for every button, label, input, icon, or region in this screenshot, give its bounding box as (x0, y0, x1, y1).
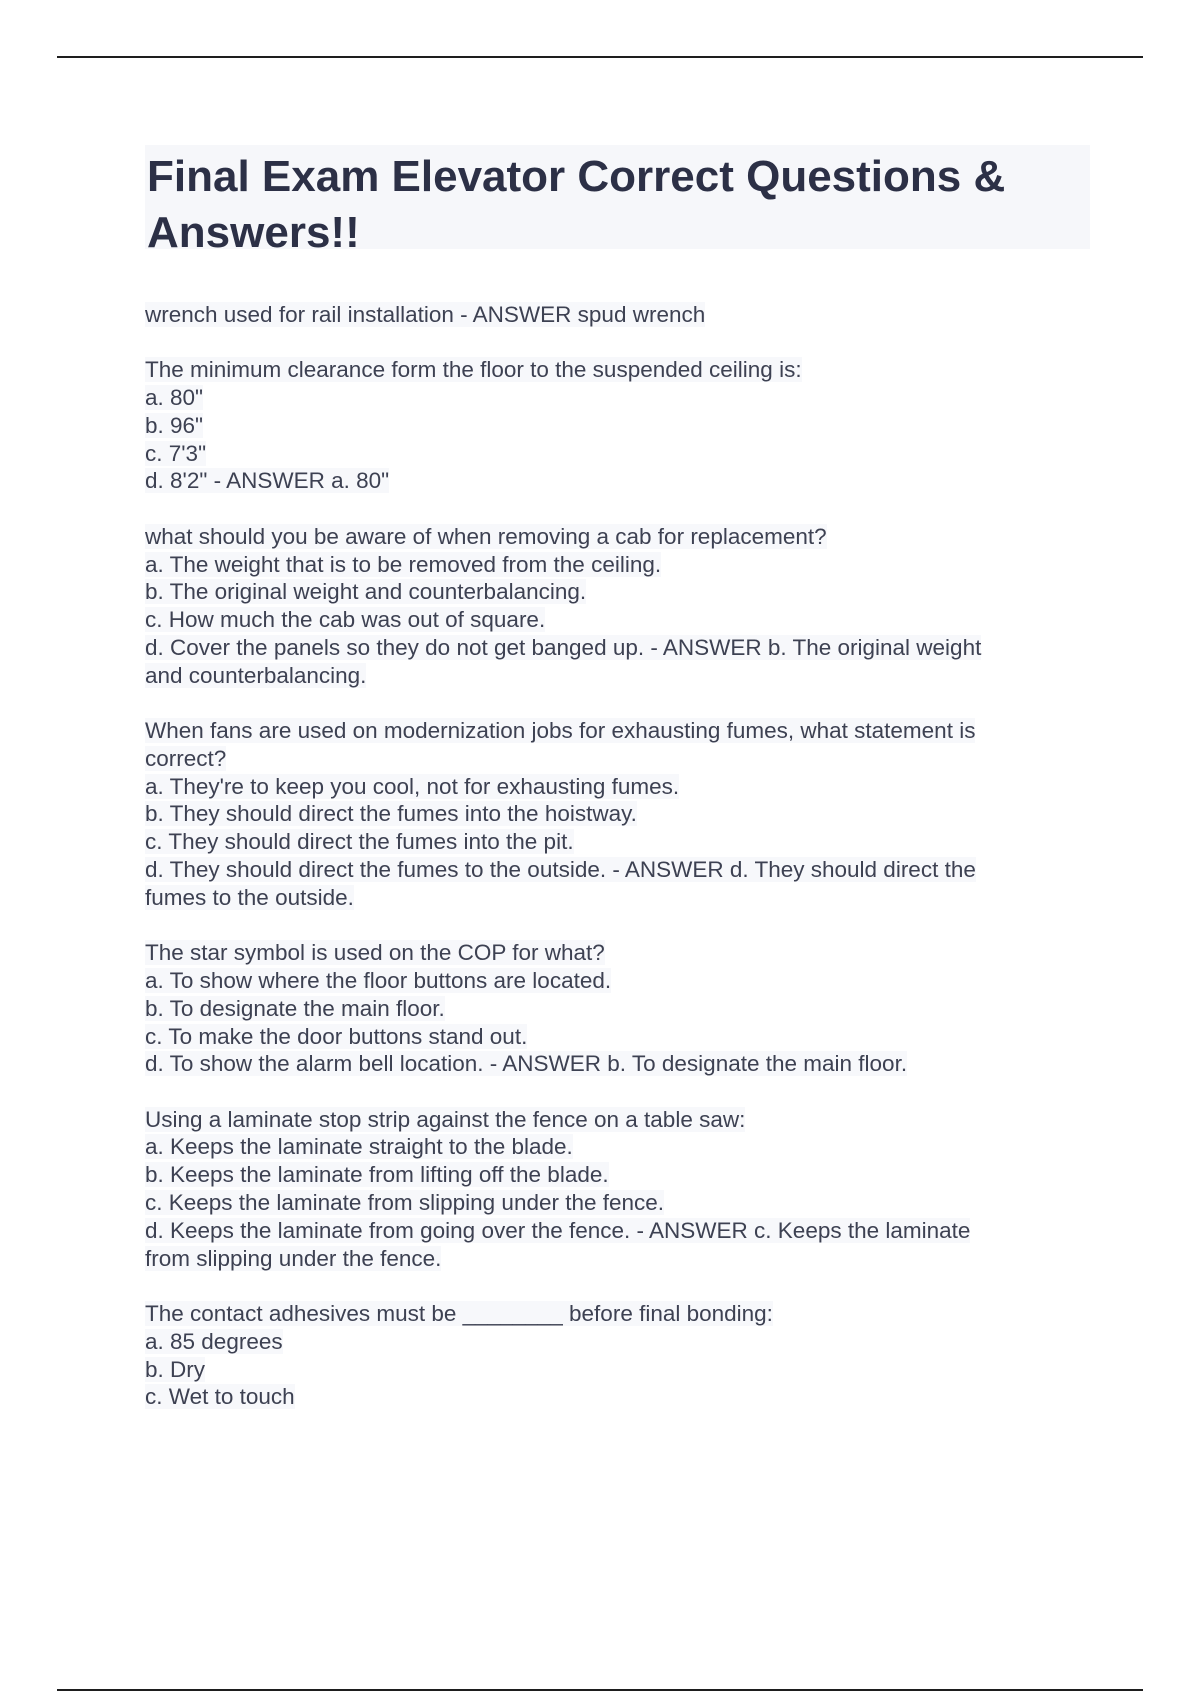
title-box (145, 145, 1090, 257)
top-rule (57, 56, 1143, 58)
qa-line (145, 1050, 1090, 1078)
qa-line-text: c. Wet to touch (145, 1384, 295, 1410)
qa-line (145, 301, 1090, 329)
qa-line (145, 467, 1090, 495)
qa-line-text: The minimum clearance form the floor to the suspended ceiling is: (145, 357, 802, 383)
qa-line-text: Using a laminate stop strip against the fence on a table saw: (145, 1106, 746, 1132)
qa-line-text: what should you be aware of when removing a cab for replacement? (145, 523, 827, 549)
qa-line (145, 551, 1090, 579)
qa-line-text: b. 96" (145, 412, 204, 438)
qa-line (145, 523, 1090, 551)
qa-block (145, 523, 1090, 690)
qa-block (145, 939, 1090, 1078)
qa-line (145, 1217, 1090, 1245)
qa-line-text: fumes to the outside. (145, 884, 354, 910)
qa-line-text: When fans are used on modernization jobs for exhausting fumes, what statement is (145, 718, 976, 744)
qa-line (145, 828, 1090, 856)
qa-line-text: a. 85 degrees (145, 1328, 283, 1354)
qa-line-text: d. They should direct the fumes to the outside. - ANSWER d. They should direct the (145, 857, 976, 883)
qa-line-text: a. The weight that is to be removed from the ceiling. (145, 551, 662, 577)
qa-line (145, 440, 1090, 468)
qa-line-text: a. 80" (145, 385, 204, 411)
qa-block (145, 717, 1090, 912)
qa-line (145, 995, 1090, 1023)
qa-line (145, 884, 1090, 912)
qa-list (145, 301, 1090, 1411)
document-content (145, 145, 1090, 1439)
qa-line-text: correct? (145, 745, 227, 771)
qa-block (145, 1106, 1090, 1273)
document-title: Final Exam Elevator Correct Questions & Answers!! (147, 152, 1006, 257)
qa-line-text: d. Keeps the laminate from going over the fence. - ANSWER c. Keeps the laminate (145, 1217, 971, 1243)
qa-line-text: b. Dry (145, 1356, 206, 1382)
qa-line (145, 1356, 1090, 1384)
qa-line-text: c. Keeps the laminate from slipping under the fence. (145, 1190, 665, 1216)
qa-line (145, 1133, 1090, 1161)
qa-line (145, 800, 1090, 828)
qa-line-text: a. To show where the floor buttons are located. (145, 967, 612, 993)
qa-line-text: d. 8'2" - ANSWER a. 80" (145, 468, 390, 494)
qa-line-text: c. To make the door buttons stand out. (145, 1023, 528, 1049)
qa-line-text: b. The original weight and counterbalancing. (145, 579, 587, 605)
qa-line-text: a. Keeps the laminate straight to the blade. (145, 1134, 573, 1160)
qa-line-text: b. Keeps the laminate from lifting off the blade. (145, 1162, 609, 1188)
qa-line (145, 967, 1090, 995)
qa-line (145, 856, 1090, 884)
qa-line-text: The star symbol is used on the COP for what? (145, 940, 605, 966)
qa-line-text: c. 7'3" (145, 440, 207, 466)
qa-line (145, 717, 1090, 745)
bottom-rule (57, 1689, 1143, 1691)
qa-line (145, 1161, 1090, 1189)
qa-line (145, 773, 1090, 801)
qa-line (145, 578, 1090, 606)
qa-line (145, 1106, 1090, 1134)
qa-line-text: from slipping under the fence. (145, 1245, 442, 1271)
qa-line-text: wrench used for rail installation - ANSWER spud wrench (145, 302, 706, 327)
qa-line (145, 1023, 1090, 1051)
qa-block (145, 1300, 1090, 1411)
qa-line-text: a. They're to keep you cool, not for exhausting fumes. (145, 773, 680, 799)
qa-line-text: and counterbalancing. (145, 662, 367, 688)
qa-line-text: The contact adhesives must be ________ before final bonding: (145, 1300, 773, 1326)
qa-line (145, 356, 1090, 384)
qa-line-text: d. Cover the panels so they do not get banged up. - ANSWER b. The original weight (145, 634, 982, 660)
qa-line (145, 1383, 1090, 1411)
qa-line (145, 662, 1090, 690)
qa-block (145, 301, 1090, 329)
qa-line-text: c. How much the cab was out of square. (145, 607, 546, 633)
qa-line (145, 1245, 1090, 1273)
qa-line-text: d. To show the alarm bell location. - ANSWER b. To designate the main floor. (145, 1051, 908, 1077)
qa-line (145, 1300, 1090, 1328)
qa-line (145, 412, 1090, 440)
qa-line (145, 745, 1090, 773)
qa-line (145, 384, 1090, 412)
qa-line (145, 606, 1090, 634)
qa-line (145, 939, 1090, 967)
qa-line (145, 634, 1090, 662)
qa-line (145, 1189, 1090, 1217)
qa-block (145, 356, 1090, 495)
qa-line-text: b. They should direct the fumes into the hoistway. (145, 801, 637, 827)
qa-line-text: c. They should direct the fumes into the pit. (145, 829, 574, 855)
qa-line-text: b. To designate the main floor. (145, 995, 445, 1021)
qa-line (145, 1328, 1090, 1356)
